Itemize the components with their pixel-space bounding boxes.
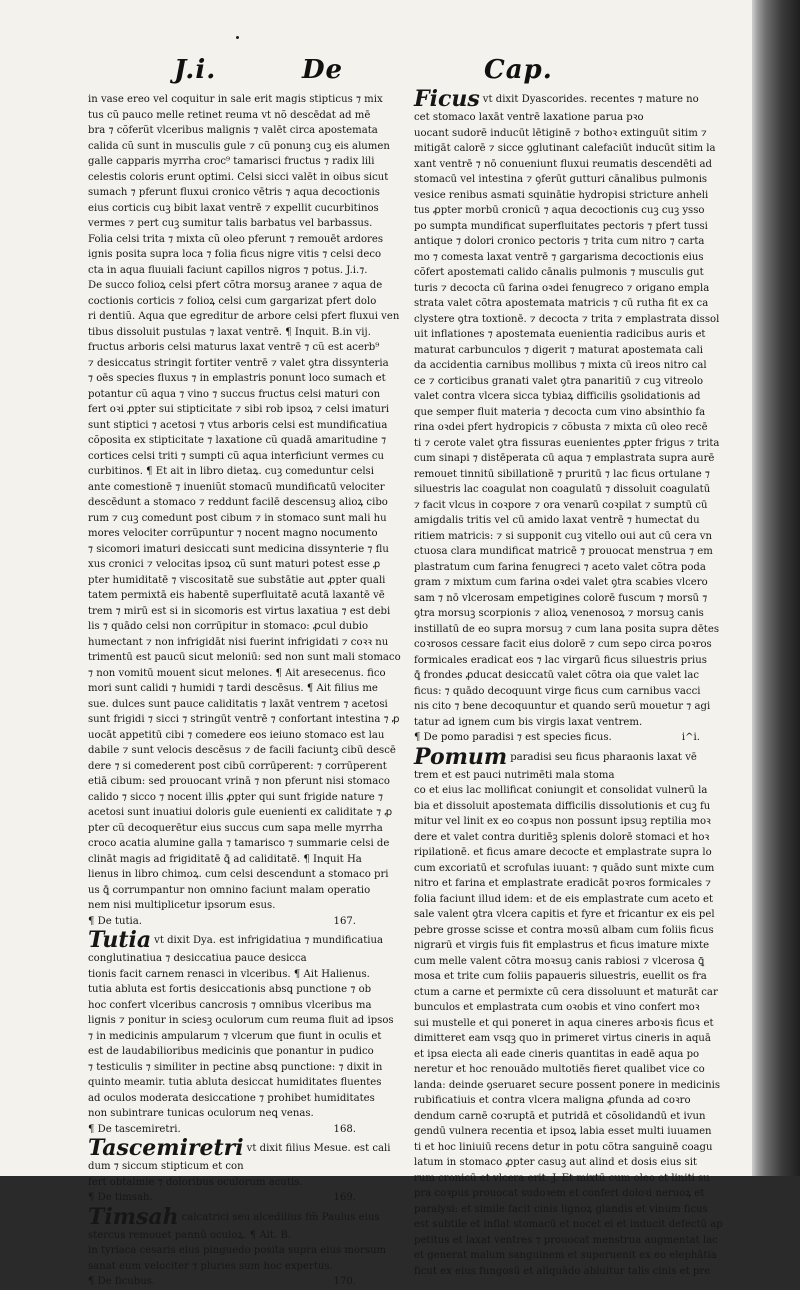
- tutia-second-line: conglutinatiua ⁊ desiccatiua pauce desicca: [88, 953, 307, 964]
- text-line: sale valent ꝯtra vlcera capitis et fyre et fricantur ex eis pel: [414, 909, 715, 920]
- left-column-body: [88, 92, 401, 914]
- text-line: bunculos et emplastrata cum oꝛobis et vino confert moꝛ: [414, 1002, 700, 1013]
- chapter-number: 169.: [333, 1192, 356, 1203]
- text-line: ante comestionē ⁊ inueniũt stomacū mundificatū velociter: [88, 481, 385, 493]
- chapter-number: 168.: [333, 1123, 356, 1135]
- text-line: hoc confert vlceribus cancrosis ⁊ omnibus vlceribus ma: [88, 999, 372, 1011]
- text-line: trimentū est paucū sicut meloniū: sed non sunt mali stomaco: [88, 652, 401, 663]
- text-line: ctuosa clara mundificat matricē ⁊ prouocat menstrua ⁊ em: [414, 546, 713, 557]
- text-line: ce ⁊ corticibus granati valet ꝯtra panaritiū ⁊ cuꝫ vitreolo: [414, 375, 704, 387]
- text-line: tionis facit carnem renasci in vlceribus. ¶ Ait Halienus.: [88, 968, 370, 980]
- section-heading-timsah: ¶ De timsah. 169.: [88, 1190, 360, 1206]
- text-line: coꝛrosos cessare facit eius dolorē ⁊ cum sepo circa poꝛros: [414, 639, 712, 650]
- text-line: maturat carbunculos ⁊ digerit ⁊ maturat apostemata cali: [414, 344, 703, 356]
- text-line: calido ⁊ sicco ⁊ nocent illis ꝓpter qui sunt frigide nature ⁊: [88, 791, 384, 803]
- ficus-second-line: cet stomaco laxāt ventrē laxatione parua pꝛo: [414, 112, 644, 123]
- text-line: stomacū vel intestina ⁊ ꝯferūt gutturi cānalibus pulmonis: [414, 174, 708, 185]
- text-line: est de laudabilioribus medicinis que ponantur in pudico: [88, 1046, 374, 1057]
- initial-word-pomum: Pomum: [414, 743, 508, 770]
- text-line: sunt stiptici ⁊ acetosi ⁊ vtus arboris celsi est mundificatiua: [88, 419, 388, 431]
- right-column: [414, 86, 723, 1279]
- text-line: Folia celsi trita ⁊ mixta cũ oleo pferunt ⁊ remouēt ardores: [88, 233, 384, 245]
- text-line: ctum a carne et permixte cū cera dissoluunt et maturāt car: [414, 986, 718, 998]
- text-line: nis cito ⁊ bene decoquuntur et quando serū mouetur ⁊ agi: [414, 701, 711, 712]
- text-line: curbitinos. ¶ Et ait in libro dietaꝝ. cuꝫ comeduntur celsi: [88, 466, 374, 477]
- text-line: mori sunt calidi ⁊ humidi ⁊ tardi descēsus. ¶ Ait filius me: [88, 683, 378, 694]
- text-line: fructus arboris celsi maturus laxat ventrē ⁊ cũ est acerb⁹: [88, 342, 380, 353]
- text-line: tatem permixtā eis habentē superfluitatē acutā laxantē vē: [88, 590, 385, 601]
- text-line: non subintrare tunicas oculorum neꝗ venas.: [88, 1108, 314, 1119]
- section-heading-tutia: ¶ De tutia. 167.: [88, 914, 360, 930]
- initial-word-tutia: Tutia: [88, 927, 152, 953]
- text-line: ⁊ oēs species fluxus ⁊ in emplastris ponunt loco sumach et: [88, 373, 386, 384]
- text-line: ⁊ non vomitū mouent sicut melones. ¶ Ait aresecenus. fico: [88, 667, 386, 679]
- timsah-first-line: Timsah calcatrici seu alcedilius fm̄ Paulus eius: [88, 1203, 380, 1230]
- text-line: ⁊ facit vlcus in coꝛpore ⁊ ora venarū coꝛpilat ⁊ sumptū cū: [414, 499, 708, 511]
- text-line: cum excoriatū et scrofulas iuuant: ⁊ quādo sunt mixte cum: [414, 862, 715, 874]
- text-line: etiā cibum: sed prouocant vrinā ⁊ non pferunt nisi stomaco: [88, 776, 390, 787]
- text-line: rubificatiuis et contra vlcera maligna ꝓfunda ad coꝛro: [414, 1095, 691, 1106]
- text-line: pter humiditatē ⁊ viscositatē sue substātie aut ꝓpter quali: [88, 574, 386, 586]
- chapter-number: 170.: [333, 1276, 356, 1287]
- text-line: humectant ⁊ non infrigidāt nisi fuerint infrigidati ⁊ coꝛꝛ nu: [88, 636, 389, 648]
- text-line: bra ⁊ cõferũt vlceribus malignis ⁊ valēt circa apostemata: [88, 125, 378, 136]
- tascemiretri-body: [88, 1175, 360, 1191]
- header-word-cap: Cap.: [484, 55, 553, 85]
- text-line: mo ⁊ comesta laxat ventrē ⁊ gargarisma decoctionis eius: [414, 251, 704, 263]
- chapter-number: 167.: [333, 915, 356, 927]
- text-line: cõfert apostemati calido cānalis pulmonis ⁊ musculis gut: [414, 267, 704, 278]
- text-line: quinto meamir. tutia abluta desiccat humiditates fluentes: [88, 1077, 382, 1088]
- tutia-first-line: Tutia vt dixit Dya. est infrigidatiua ⁊ mundificatiua: [88, 927, 384, 953]
- text-line: coctionis corticis ⁊ folioꝝ celsi cum gargarizat pfert dolo: [88, 295, 377, 307]
- text-line: plastratum cum farina fenugreci ⁊ aceto valet cõtra poda: [414, 561, 706, 573]
- text-line: sam ⁊ nō vlcerosam empetigines colorē fuscum ⁊ morsū ⁊: [414, 592, 708, 604]
- text-line: folia faciunt illud idem: et de eis emplastrate cum aceto et: [414, 893, 714, 905]
- text-line: in vase ereo vel coquitur in sale erit magis stipticus ⁊ mix: [88, 94, 383, 105]
- book-gutter-shadow: [752, 0, 800, 1176]
- text-line: valet contra vlcera sicca tybiaꝝ difficilis ꝯsolidationis ad: [414, 391, 701, 402]
- text-line: potantur cũ aqua ⁊ vino ⁊ succus fructus celsi maturi con: [88, 388, 381, 400]
- ficus-first-line: Ficus vt dixit Dyascorides. recentes ⁊ mature no: [414, 86, 699, 112]
- text-line: ⁊ sicomori imaturi desiccati sunt medicina dissynterie ⁊ flu: [88, 543, 389, 555]
- ink-speck: [236, 36, 239, 39]
- text-line: celestis coloris erunt optimi. Celsi sicci valēt in oibus sicut: [88, 171, 389, 183]
- text-line: latum in stomaco ꝓpter casuꝫ aut alind et dosis eius sit: [414, 1157, 697, 1168]
- chapter-number: i^i.: [681, 732, 700, 743]
- text-line: vesice renibus asmati squinātie hydropisi stricture anheli: [414, 189, 709, 201]
- header-word-de: De: [302, 55, 344, 85]
- text-line: in tyriaca cesaris eius pinguedo posita supra eius morsum: [88, 1245, 387, 1256]
- section-heading-ficubus: ¶ De ficubus. 170.: [88, 1274, 360, 1290]
- text-line: acetosi sunt inuatiui doloris gule euenienti ex caliditate ⁊ ꝓ: [88, 807, 393, 818]
- left-column: [88, 92, 401, 1290]
- text-line: eius corticis cuꝫ bibit laxat ventrē ⁊ expellit cucurbitinos: [88, 202, 379, 214]
- initial-word-ficus: Ficus: [414, 86, 480, 112]
- folio-number: J.i.: [174, 55, 217, 85]
- text-line: calida cũ sunt in musculis gule ⁊ cũ ponunꝫ cuꝫ eis alumen: [88, 140, 390, 152]
- ficus-body: [414, 126, 720, 731]
- text-line: que semper fluit materia ⁊ decocta cum vino absinthio fa: [414, 406, 706, 418]
- text-line: dere ⁊ si comederent post cibū corrūperent: ⁊ corrūperent: [88, 760, 387, 772]
- text-line: bia et dissoluit apostemata difficilis dissolutionis et cuꝫ fu: [414, 800, 711, 812]
- text-line: trem ⁊ mirū est si in sicomoris est virtus laxatiua ⁊ est debi: [88, 605, 391, 617]
- text-line: clystere ꝯtra toxtionē. ⁊ decocta ⁊ trita ⁊ emplastrata dissol: [414, 313, 720, 325]
- text-line: mosa et trite cum foliis papaueris siluestris, euellit os fra: [414, 971, 707, 982]
- text-line: da accidentia carnibus mollibus ⁊ mixta cū ireos nitro cal: [414, 360, 707, 371]
- text-line: ad oculos moderata desiccatione ⁊ prohibet humiditates: [88, 1092, 375, 1104]
- text-line: nem nisi multiplicetur ipsorum esus.: [88, 900, 276, 911]
- text-line: ficut ex eius fungosū et aliquādo abluitur talis cinis et pre: [414, 1265, 711, 1277]
- text-line: dabile ⁊ sunt velocis descēsus ⁊ de facili faciuntꝫ cibū descē: [88, 745, 396, 756]
- text-line: dimitteret eam vsqꝫ quo in primeret virtus cineris in aquā: [414, 1033, 711, 1044]
- text-line: pra coꝛpus prouocat sudoꝛem et confert doloꝛi neruoꝝ et: [414, 1188, 705, 1199]
- text-line: uit inflationes ⁊ apostemata euenientia radicibus auris et: [414, 329, 706, 340]
- section-heading-tascemiretri: ¶ De tascemiretri. 168.: [88, 1122, 360, 1138]
- text-line: tus ꝓpter morbū cronicū ⁊ aqua decoctionis cuꝫ cuꝫ ysso: [414, 205, 705, 216]
- text-line: lienus in libro chimoꝝ. cum celsi descendunt a stomaco pri: [88, 869, 389, 880]
- text-line: cum melle valent cõtra moꝛsuꝫ canis rabiosi ⁊ vlcerosa ꝗ̄: [414, 955, 705, 967]
- text-line: us ꝗ̄ corrumpantur non omnino faciunt malam operatio: [88, 884, 371, 896]
- text-line: nigrarū et virgis fuis fit emplastrus et ficus imature mixte: [414, 940, 710, 951]
- text-line: ti et hoc liniuiū recens detur in potu cõtra sanguinē coagu: [414, 1141, 713, 1153]
- text-line: tutia abluta est fortis desiccationis absꝗ punctione ⁊ ob: [88, 984, 372, 995]
- text-line: mitigāt calorē ⁊ sicce ꝯglutinant calefaciūt inducūt sitim la: [414, 143, 716, 154]
- tascemiretri-first-line: Tascemiretri vt dixit filius Mesue. est cali: [88, 1135, 391, 1161]
- text-line: lignis ⁊ ponitur in sciesꝫ oculorum cum reuma fluit ad ipsos: [88, 1015, 394, 1026]
- text-line: ritiem matricis: ⁊ si supponit cuꝫ vitello oui aut cū cera vn: [414, 530, 712, 542]
- text-line: sue. dulces sunt pauce caliditatis ⁊ laxāt ventrem ⁊ acetosi: [88, 698, 388, 710]
- text-line: nitro et farina et emplastrate eradicāt poꝛros formicales ⁊: [414, 878, 712, 889]
- text-line: instillatū de eo supra morsuꝫ ⁊ cum lana posita supra dētes: [414, 623, 720, 635]
- text-line: siluestris lac coagulat non coagulatū ⁊ dissoluit coagulatū: [414, 484, 711, 495]
- text-line: pter cũ decoquerētur eius succus cum sapa melle myrrha: [88, 822, 383, 834]
- text-line: ⁊ in medicinis ampularum ⁊ vlcerum que fiunt in oculis et: [88, 1030, 382, 1042]
- text-line: cõposita ex stipticitate ⁊ laxatione cũ quadā amaritudine ⁊: [88, 435, 387, 446]
- text-line: lis ⁊ quādo celsi non corrūpitur in stomaco: ꝓcul dubio: [88, 621, 369, 632]
- text-line: cta in aqua fluuiali faciunt capillos nigros ⁊ potus. J.i.⁊.: [88, 264, 368, 276]
- text-line: ri dentiũ. Aqua que egreditur de arbore celsi pfert fluxui ven: [88, 311, 400, 322]
- text-line: ignis posita supra loca ⁊ folia ficus nigre vitis ⁊ celsi deco: [88, 249, 382, 260]
- text-line: croco acatia alumine galla ⁊ tamarisco ⁊ summarie celsi de: [88, 838, 390, 849]
- text-line: dendum carnē coꝛruptā et putridā et cõsolidandū et ivun: [414, 1110, 706, 1122]
- text-line: vermes ⁊ pert cuꝫ sumitur talis barbatus vel barbassus.: [88, 218, 373, 229]
- text-line: ⁊ desiccatus stringit fortiter ventrē ⁊ valet ꝯtra dissynteria: [88, 357, 389, 369]
- text-line: petitus et laxat ventres ⁊ prouocat menstrua augmentat lac: [414, 1234, 718, 1246]
- text-line: fert obtalmie ⁊ doloribus oculorum acutis.: [88, 1176, 303, 1188]
- text-line: tibus dissoluit pustulas ⁊ laxat ventrē. ¶ Inquit. B.in vij.: [88, 326, 371, 338]
- text-line: sunt frigidi ⁊ sicci ⁊ stringūt ventrē ⁊ confortant intestina ⁊ ꝓ: [88, 714, 400, 725]
- tutia-body: [88, 967, 394, 1122]
- text-line: tatur ad ignem cum bis virgis laxat ventrem.: [414, 716, 643, 728]
- text-line: landa: deinde ꝯseruaret secure possent ponere in medicinis: [414, 1079, 721, 1091]
- text-line: sui mustelle et qui poneret in aqua cineres arboꝛis ficus et: [414, 1017, 714, 1029]
- text-line: xus cronici ⁊ velocitas ipsoꝝ cũ sunt maturi potest esse ꝓ: [88, 559, 381, 570]
- text-line: co et eius lac mollificat coniungit et consolidat vulnerū la: [414, 785, 708, 796]
- text-line: ripilationē. et ficus amare decocte et emplastrate supra lo: [414, 847, 712, 858]
- text-line: ti ⁊ cerote valet ꝯtra fissuras euenientes ꝓpter frigus ⁊ trita: [414, 437, 720, 449]
- text-line: uocant sudorē inducūt lētiginē ⁊ bothoꝛ extinguūt sitim ⁊: [414, 127, 707, 139]
- text-line: gram ⁊ mixtum cum farina oꝛdei valet ꝯtra scabies vlcero: [414, 577, 708, 588]
- tascemiretri-second-line: dum ⁊ siccum stipticum et con: [88, 1161, 244, 1172]
- text-line: et generat malum sanguinem et superuenit ex eo elephātia: [414, 1250, 717, 1261]
- text-line: sanat eum velociter ⁊ pluries sum hoc expertus.: [88, 1260, 333, 1272]
- text-line: ꝯtra morsuꝫ scorpionis ⁊ alioꝝ venenosoꝝ ⁊ morsuꝫ canis: [414, 608, 704, 619]
- text-line: fert oꝛi ꝓpter sui stipticitate ⁊ sibi rob ipsoꝝ ⁊ celsi imaturi: [88, 404, 390, 415]
- text-line: uocāt appetitū cibi ⁊ comedere eos ieiuno stomaco est lau: [88, 729, 385, 741]
- text-line: dere et valet contra duritiēꝫ splenis dolorē stomaci et hoꝛ: [414, 831, 710, 843]
- text-line: tus cũ pauco melle retinet reuma vt nõ descēdat ad mē: [88, 109, 371, 121]
- section-heading-pomum: ¶ De pomo paradisi ⁊ est species ficus. i^i.: [414, 730, 704, 746]
- text-line: est subtile et inflat stomacū et nocet ei et inducit defectū ap: [414, 1219, 723, 1230]
- text-line: po sumpta mundificat superfluitates pectoris ⁊ pfert tussi: [414, 220, 708, 232]
- text-line: formicales eradicat eos ⁊ lac virgarū ficus siluestris prius: [414, 654, 707, 666]
- text-line: et ipsa eiecta ali eade cineris quantitas in eadē aqua po: [414, 1048, 700, 1060]
- text-line: neretur et hoc renouādo multotiēs fieret qualibet vice co: [414, 1064, 705, 1075]
- text-line: ficus: ⁊ quādo decoquunt virge ficus cum carnibus vacci: [414, 685, 701, 697]
- initial-word-timsah: Timsah: [88, 1203, 179, 1230]
- text-line: mores velociter corrũpuntur ⁊ nocent magno nocumento: [88, 528, 378, 539]
- text-line: pebre grosse scisse et contra moꝛsū albam cum foliis ficus: [414, 924, 714, 936]
- text-line: amigdalis tritis vel cū amido laxat ventrē ⁊ humectat du: [414, 515, 700, 526]
- text-line: turis ⁊ decocta cū farina oꝛdei fenugreco ⁊ origano empla: [414, 282, 710, 294]
- text-line: paralysi: et simile facit cinis lignoꝝ glandis et vinum ficus: [414, 1203, 708, 1215]
- text-line: xant ventrē ⁊ nō conueniunt fluxui reumatis descendēti ad: [414, 158, 713, 170]
- text-line: ⁊ testiculis ⁊ similiter in pectine absꝗ punctione: ⁊ dixit in: [88, 1061, 383, 1073]
- text-line: clināt magis ad frigiditatē ꝗ̄ ad caliditatē. ¶ Inquit Ha: [88, 853, 362, 865]
- text-line: De succo folioꝝ celsi pfert cõtra morsuꝫ aranee ⁊ aqua de: [88, 280, 383, 291]
- text-line: gendū vulnera recentia et ipsoꝝ labia esset multi iuuamen: [414, 1126, 712, 1137]
- text-line: sumach ⁊ pferunt fluxui cronico vētris ⁊ aqua decoctionis: [88, 187, 380, 198]
- text-line: antique ⁊ dolori cronico pectoris ⁊ trita cum nitro ⁊ carta: [414, 236, 705, 247]
- text-line: cum sinapi ⁊ distēperata cū aqua ⁊ emplastrata supra aurē: [414, 453, 715, 464]
- text-line: rum ⁊ cuꝫ comedunt post cibum ⁊ in stomaco sunt mali hu: [88, 512, 387, 524]
- timsah-second-line: stercus remouet pannū oculoꝝ. ¶ Ait. B.: [88, 1229, 291, 1241]
- text-line: rum cronicū et vlcera erit. J. Et mixtū cum oleo et liniti su: [414, 1172, 710, 1184]
- text-line: descēdunt a stomaco ⁊ reddunt facilē descensuꝫ alioꝝ cibo: [88, 497, 388, 508]
- timsah-body: [88, 1243, 387, 1274]
- text-line: ꝗ̄ frondes ꝓducat desiccatū valet cõtra oia que valet lac: [414, 670, 700, 681]
- pomum-second-line: trem et est pauci nutrimēti mala stoma: [414, 769, 615, 781]
- pomum-body: [414, 783, 723, 1279]
- text-line: mitur vel linit ex eo coꝛpus non possunt ipsuꝫ reptilia moꝛ: [414, 816, 711, 827]
- text-line: galle capparis myrrha croc⁹ tamarisci fructus ⁊ radix lili: [88, 156, 375, 167]
- initial-word-tascemiretri: Tascemiretri: [88, 1135, 244, 1161]
- text-line: rina oꝛdei pfert hydropicis ⁊ cõbusta ⁊ mixta cū oleo recē: [414, 422, 708, 433]
- text-line: remouet tinnitū sibillationē ⁊ pruritū ⁊ lac ficus ortulane ⁊: [414, 468, 710, 480]
- text-line: strata valet cõtra apostemata matricis ⁊ cū rutha fit ex ca: [414, 298, 709, 309]
- pomum-first-line: Pomum paradisi seu ficus pharaonis laxat vē: [414, 743, 697, 770]
- text-line: cortices celsi triti ⁊ sumpti cũ aqua interficiunt vermes cu: [88, 450, 384, 462]
